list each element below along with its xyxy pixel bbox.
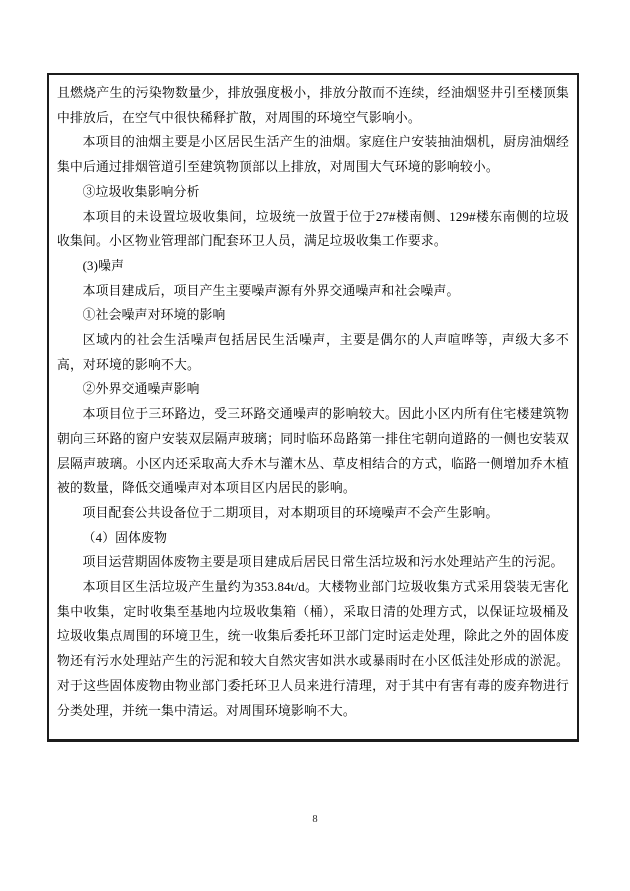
- paragraph: （4）固体废物: [82, 530, 168, 545]
- paragraph: 本项目建成后，项目产生主要噪声源有外界交通噪声和社会噪声。: [82, 283, 460, 298]
- paragraph: 区域内的社会生活噪声包括居民生活噪声，主要是偶尔的人声喧哗等，声级大多不高，对环境的影响不大。: [57, 333, 569, 372]
- paragraph: 本项目的油烟主要是小区居民生活产生的油烟。家庭住户安装抽油烟机，厨房油烟经集中后通过排烟管道引至建筑物顶部以上排放，对周围大气环境的影响较小。: [57, 135, 569, 175]
- paragraph: ①社会噪声对环境的影响: [82, 308, 226, 323]
- paragraph: 项目运营期固体废物主要是项目建成后居民日常生活垃圾和污水处理站产生的污泥。: [82, 555, 564, 570]
- paragraph: 本项目区生活垃圾产生量约为353.84t/d。大楼物业部门垃圾收集方式采用袋装无害化集中收集，定时收集至基地内垃圾收集箱（桶），采取日清的处理方式，以保证垃圾桶及垃圾收集点周围的环境卫生，统一收集后委托环卫部门定时运走处理，除此之外的固体废物还有污水处理站产生的污泥和较大自然灾害如洪水或暴雨时在小区低洼处形成的淤泥。对于这些固体废物由物业部门委托环卫人员来进行清理，对于其中有害有毒的废弃物进行分类处理，并统一集中清运。对周围环境影响不大。: [57, 580, 569, 718]
- paragraph: ③垃圾收集影响分析: [82, 184, 200, 199]
- paragraph: 项目配套公共设备位于二期项目，对本期项目的环境噪声不会产生影响。: [82, 505, 499, 520]
- paragraph: 本项目的未设置垃圾收集间，垃圾统一放置于位于27#楼南侧、129#楼东南侧的垃圾收集间。小区物业管理部门配套环卫人员，满足垃圾收集工作要求。: [57, 209, 569, 249]
- paragraph: ②外界交通噪声影响: [82, 382, 200, 397]
- paragraph: 本项目位于三环路边，受三环路交通噪声的影响较大。因此小区内所有住宅楼建筑物朝向三环路的窗户安装双层隔声玻璃；同时临环岛路第一排住宅朝向道路的一侧也安装双层隔声玻璃。小区内还采取高大乔木与灌木丛、草皮相结合的方式，临路一侧增加乔木植被的数量，降低交通噪声对本项目区内居民的影响。: [57, 407, 569, 496]
- report-table-cell: [47, 73, 579, 742]
- paragraph: 且燃烧产生的污染物数量少，排放强度极小，排放分散而不连续，经油烟竖井引至楼顶集中排放后，在空气中很快稀释扩散，对周围的环境空气影响小。: [57, 86, 569, 125]
- page-number: 8: [312, 814, 318, 825]
- paragraph: (3)噪声: [82, 258, 125, 273]
